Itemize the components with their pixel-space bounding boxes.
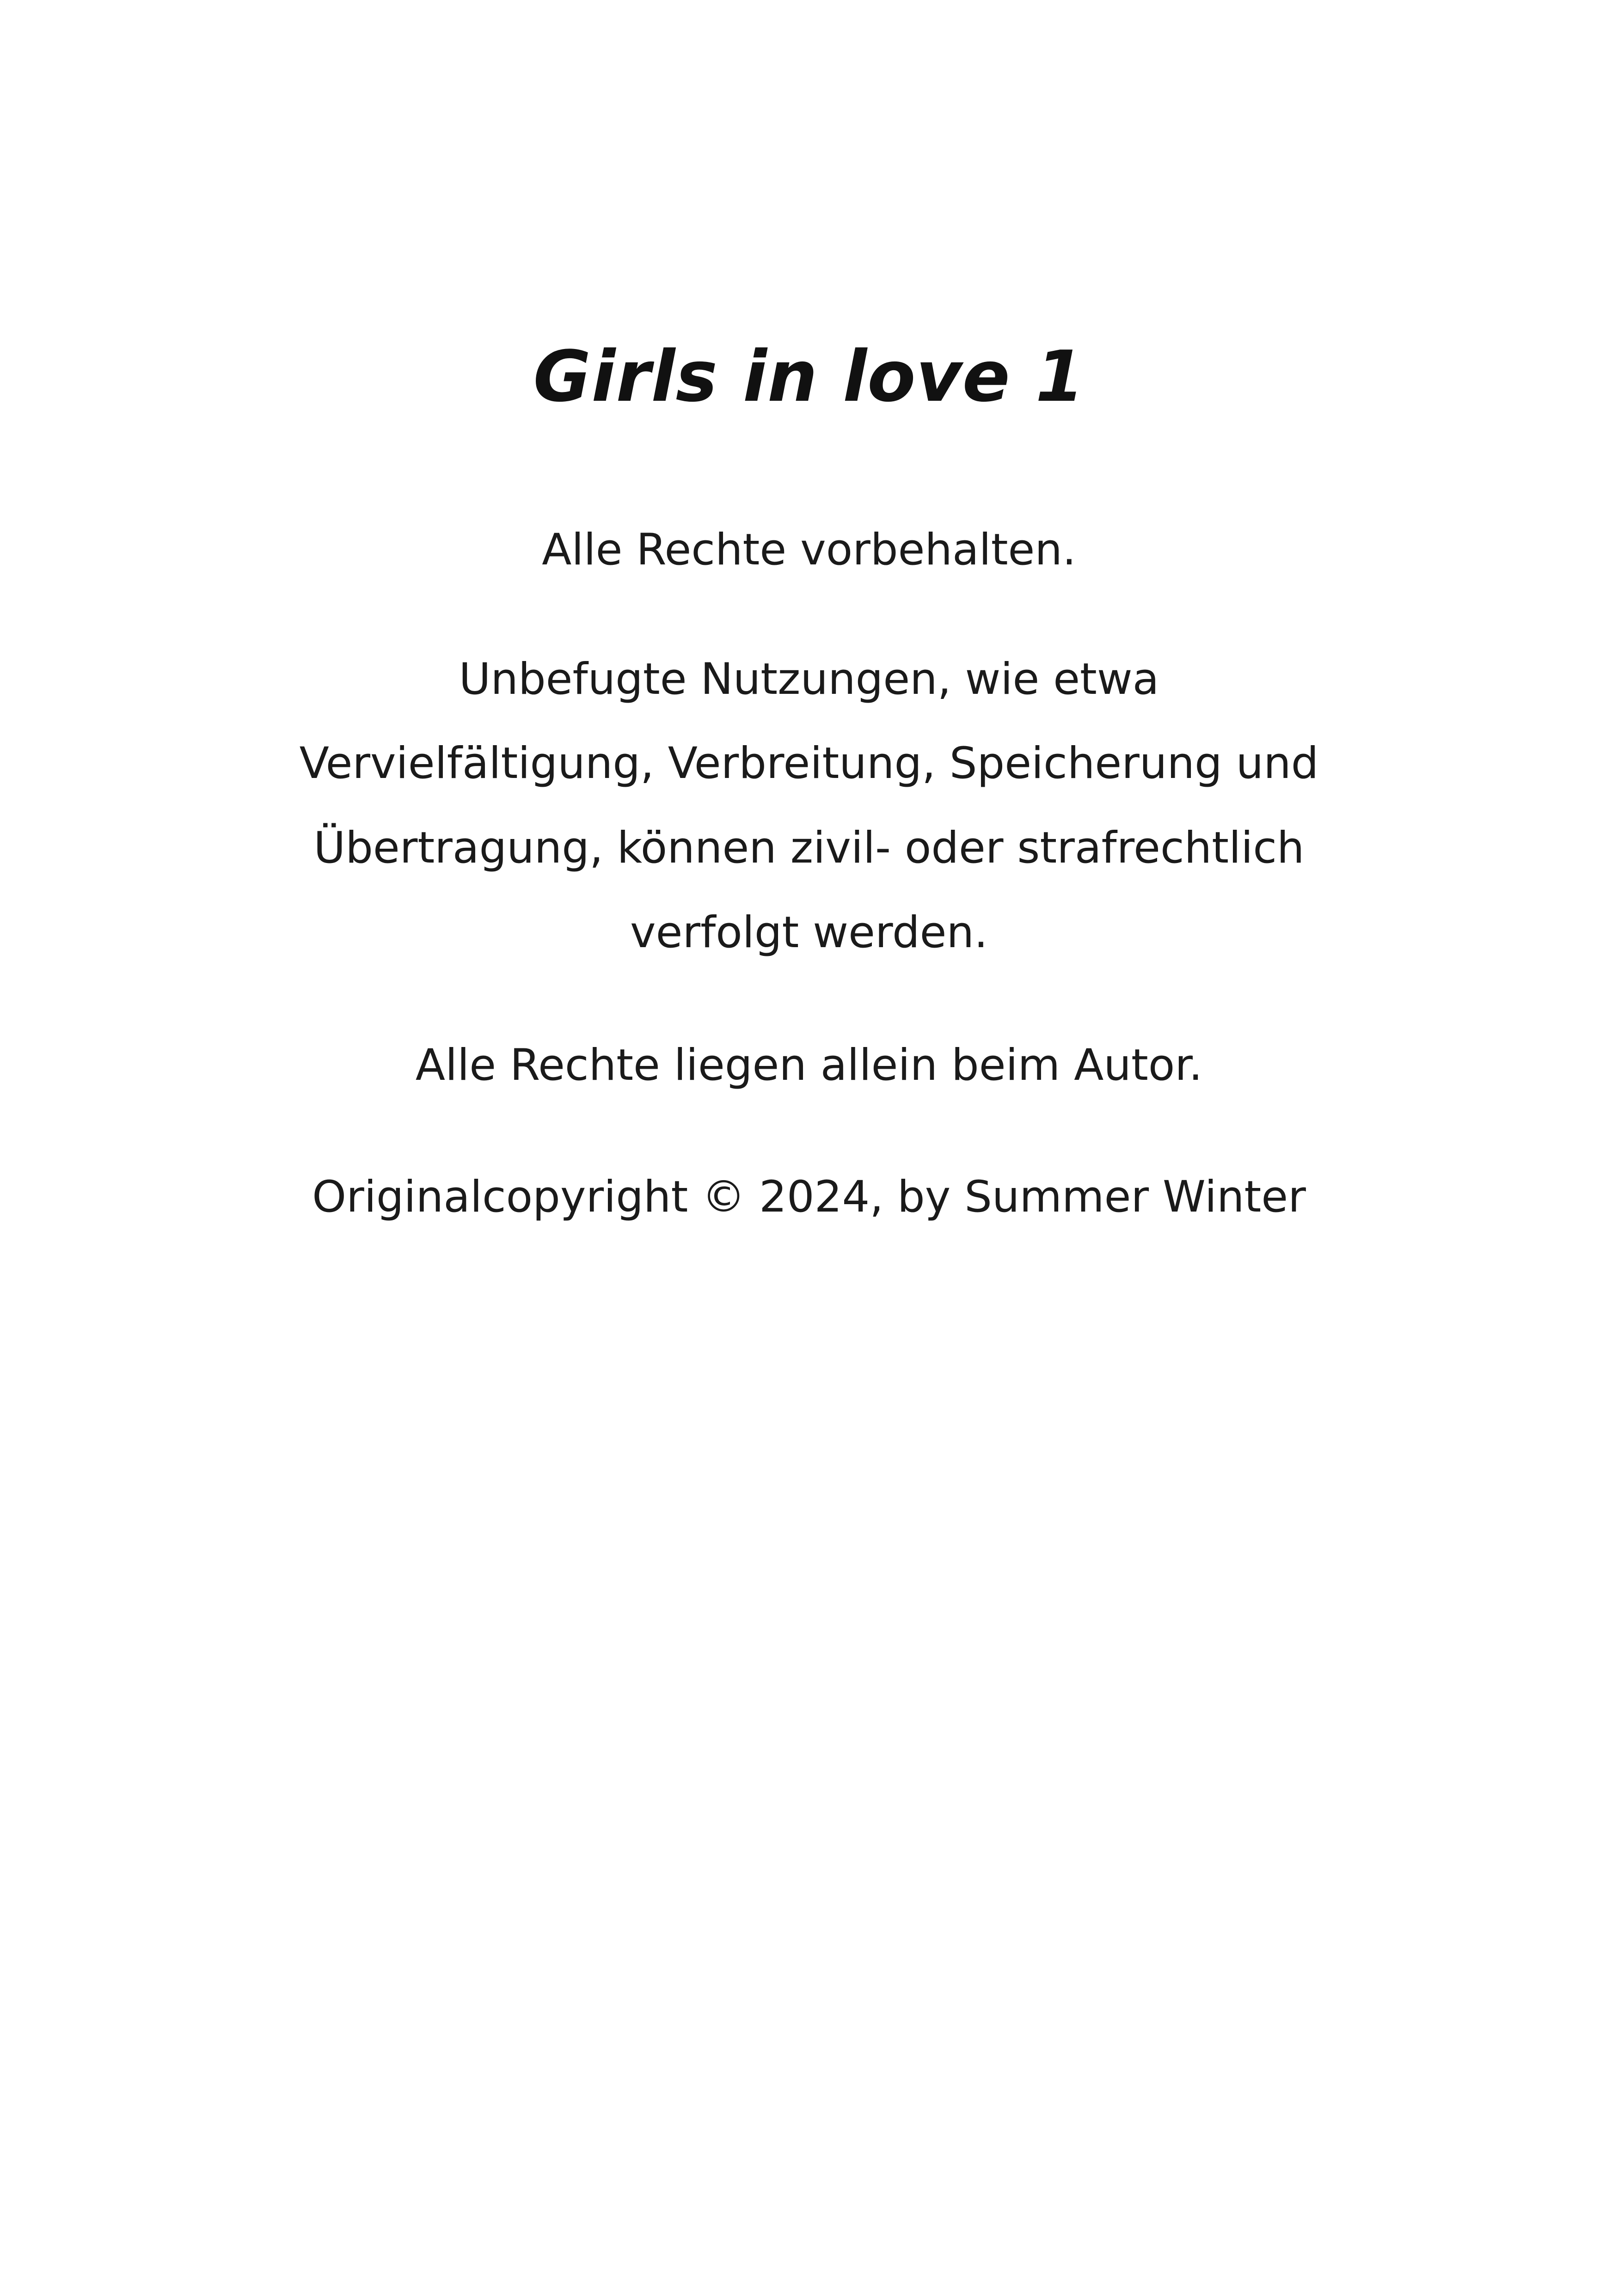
unauthorized-use-line-3: Übertragung, können zivil- oder strafrechtlich (313, 823, 1305, 873)
author-rights-notice: Alle Rechte liegen allein beim Autor. (415, 1040, 1203, 1090)
unauthorized-use-line-1: Unbefugte Nutzungen, wie etwa (459, 654, 1159, 704)
book-title: Girls in love 1 (533, 336, 1085, 417)
unauthorized-use-line-4: verfolgt werden. (630, 907, 988, 958)
rights-reserved-notice: Alle Rechte vorbehalten. (542, 525, 1076, 575)
copyright-notice: Originalcopyright © 2024, by Summer Winter (312, 1172, 1306, 1222)
unauthorized-use-line-2: Vervielfältigung, Verbreitung, Speicherung und (299, 738, 1319, 789)
